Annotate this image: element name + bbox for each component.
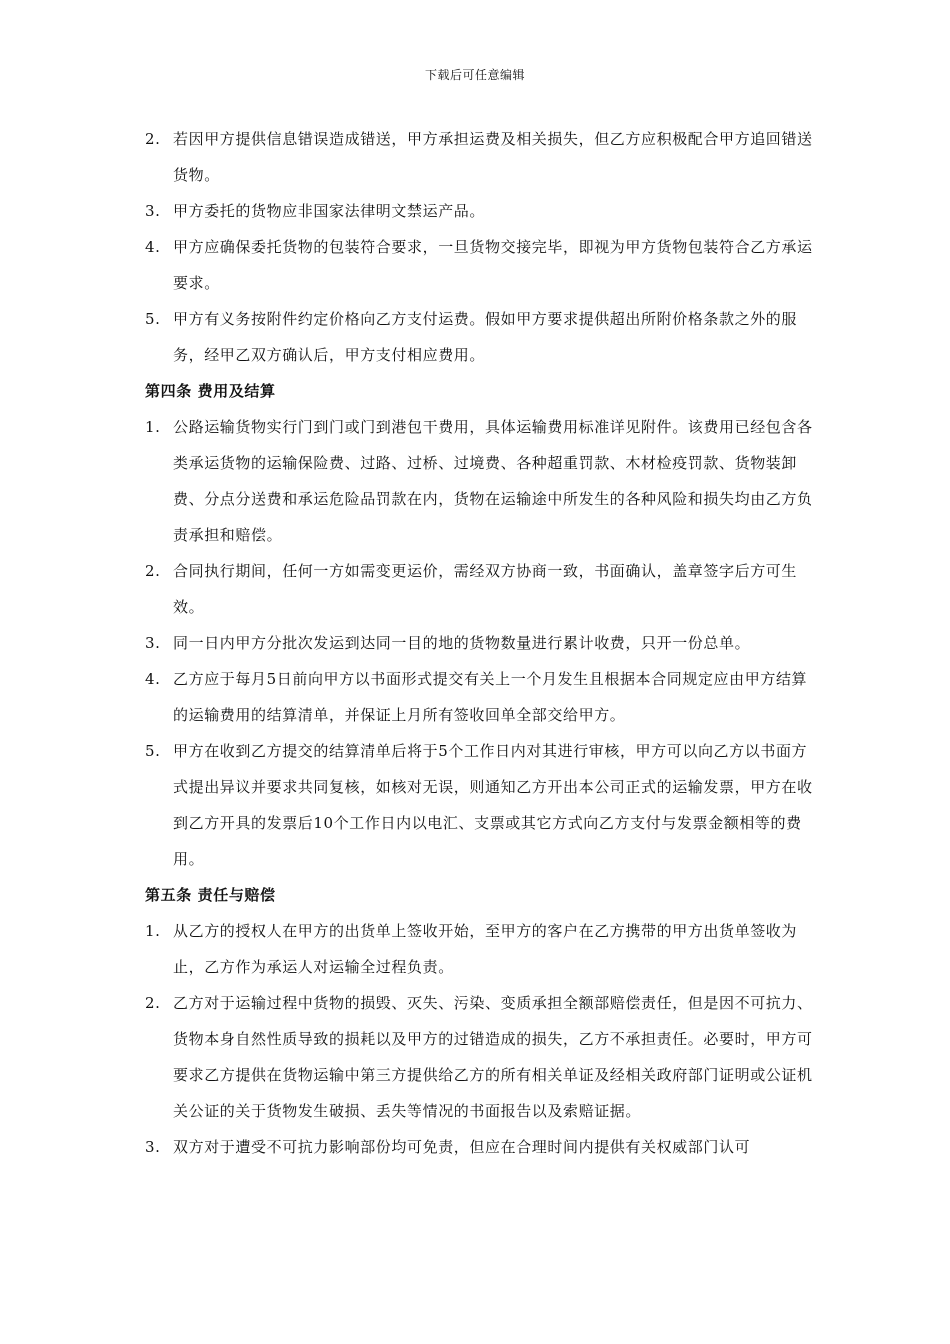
clause-text: 合同执行期间，任何一方如需变更运价，需经双方协商一致，书面确认，盖章签字后方可生效。 [173, 562, 798, 616]
clause-text: 乙方应于每月5日前向甲方以书面形式提交有关上一个月发生且根据本合同规定应由甲方结算的运输费用的结算清单，并保证上月所有签收回单全部交给甲方。 [173, 670, 808, 724]
clause-item [0, 193, 813, 229]
clause-text: 双方对于遭受不可抗力影响部份均可免责，但应在合理时间内提供有关权威部门认可 [173, 1138, 751, 1156]
clause-item [0, 301, 813, 373]
clause-text: 同一日内甲方分批次发运到达同一目的地的货物数量进行累计收费，只开一份总单。 [173, 634, 751, 652]
clause-number: 4. [145, 670, 161, 688]
clause-item [0, 229, 813, 301]
clause-item [0, 553, 813, 625]
section-heading: 第四条 费用及结算 [145, 382, 276, 400]
section-heading: 第五条 责任与赔偿 [145, 886, 276, 904]
clause-item [0, 1129, 813, 1165]
clause-text: 甲方有义务按附件约定价格向乙方支付运费。假如甲方要求提供超出所附价格条款之外的服务，经甲乙双方确认后，甲方支付相应费用。 [173, 310, 798, 364]
clause-text: 乙方对于运输过程中货物的损毁、灭失、污染、变质承担全额部赔偿责任，但是因不可抗力、货物本身自然性质导致的损耗以及甲方的过错造成的损失，乙方不承担责任。必要时，甲方可要求乙方提供在货物运输中第三方提供给乙方的所有相关单证及经相关政府部门证明或公证机关公证的关于货物发生破损、丢失等情况的书面报告以及索赔证据。 [173, 994, 813, 1120]
clause-text: 甲方应确保委托货物的包装符合要求，一旦货物交接完毕，即视为甲方货物包装符合乙方承运要求。 [173, 238, 813, 292]
clause-item [0, 121, 813, 193]
clause-item [0, 625, 813, 661]
clause-item [0, 661, 813, 733]
clause-number: 5. [145, 310, 161, 328]
clause-number: 3. [145, 202, 161, 220]
clause-item [0, 733, 813, 877]
page-header: 下载后可任意编辑 [424, 68, 525, 82]
clause-number: 4. [145, 238, 161, 256]
clause-number: 2. [145, 994, 161, 1012]
clause-item [0, 409, 813, 553]
clause-number: 1. [145, 418, 161, 436]
clause-number: 1. [145, 922, 161, 940]
clause-number: 5. [145, 742, 161, 760]
clause-number: 2. [145, 130, 161, 148]
clause-item [0, 985, 813, 1129]
document-body [0, 121, 950, 1165]
clause-text: 若因甲方提供信息错误造成错送，甲方承担运费及相关损失，但乙方应积极配合甲方追回错送货物。 [173, 130, 813, 184]
clause-text: 甲方在收到乙方提交的结算清单后将于5个工作日内对其进行审核，甲方可以向乙方以书面方式提出异议并要求共同复核，如核对无误，则通知乙方开出本公司正式的运输发票，甲方在收到乙方开具的发票后10个工作日内以电汇、支票或其它方式向乙方支付与发票金额相等的费用。 [173, 742, 813, 868]
clause-item [0, 913, 813, 985]
clause-text: 公路运输货物实行门到门或门到港包干费用，具体运输费用标准详见附件。该费用已经包含各类承运货物的运输保险费、过路、过桥、过境费、各种超重罚款、木材检疫罚款、货物装卸费、分点分送费和承运危险品罚款在内，货物在运输途中所发生的各种风险和损失均由乙方负责承担和赔偿。 [173, 418, 813, 544]
clause-text: 甲方委托的货物应非国家法律明文禁运产品。 [173, 202, 486, 220]
clause-number: 2. [145, 562, 161, 580]
clause-number: 3. [145, 1138, 161, 1156]
clause-text: 从乙方的授权人在甲方的出货单上签收开始，至甲方的客户在乙方携带的甲方出货单签收为止，乙方作为承运人对运输全过程负责。 [173, 922, 798, 976]
clause-number: 3. [145, 634, 161, 652]
